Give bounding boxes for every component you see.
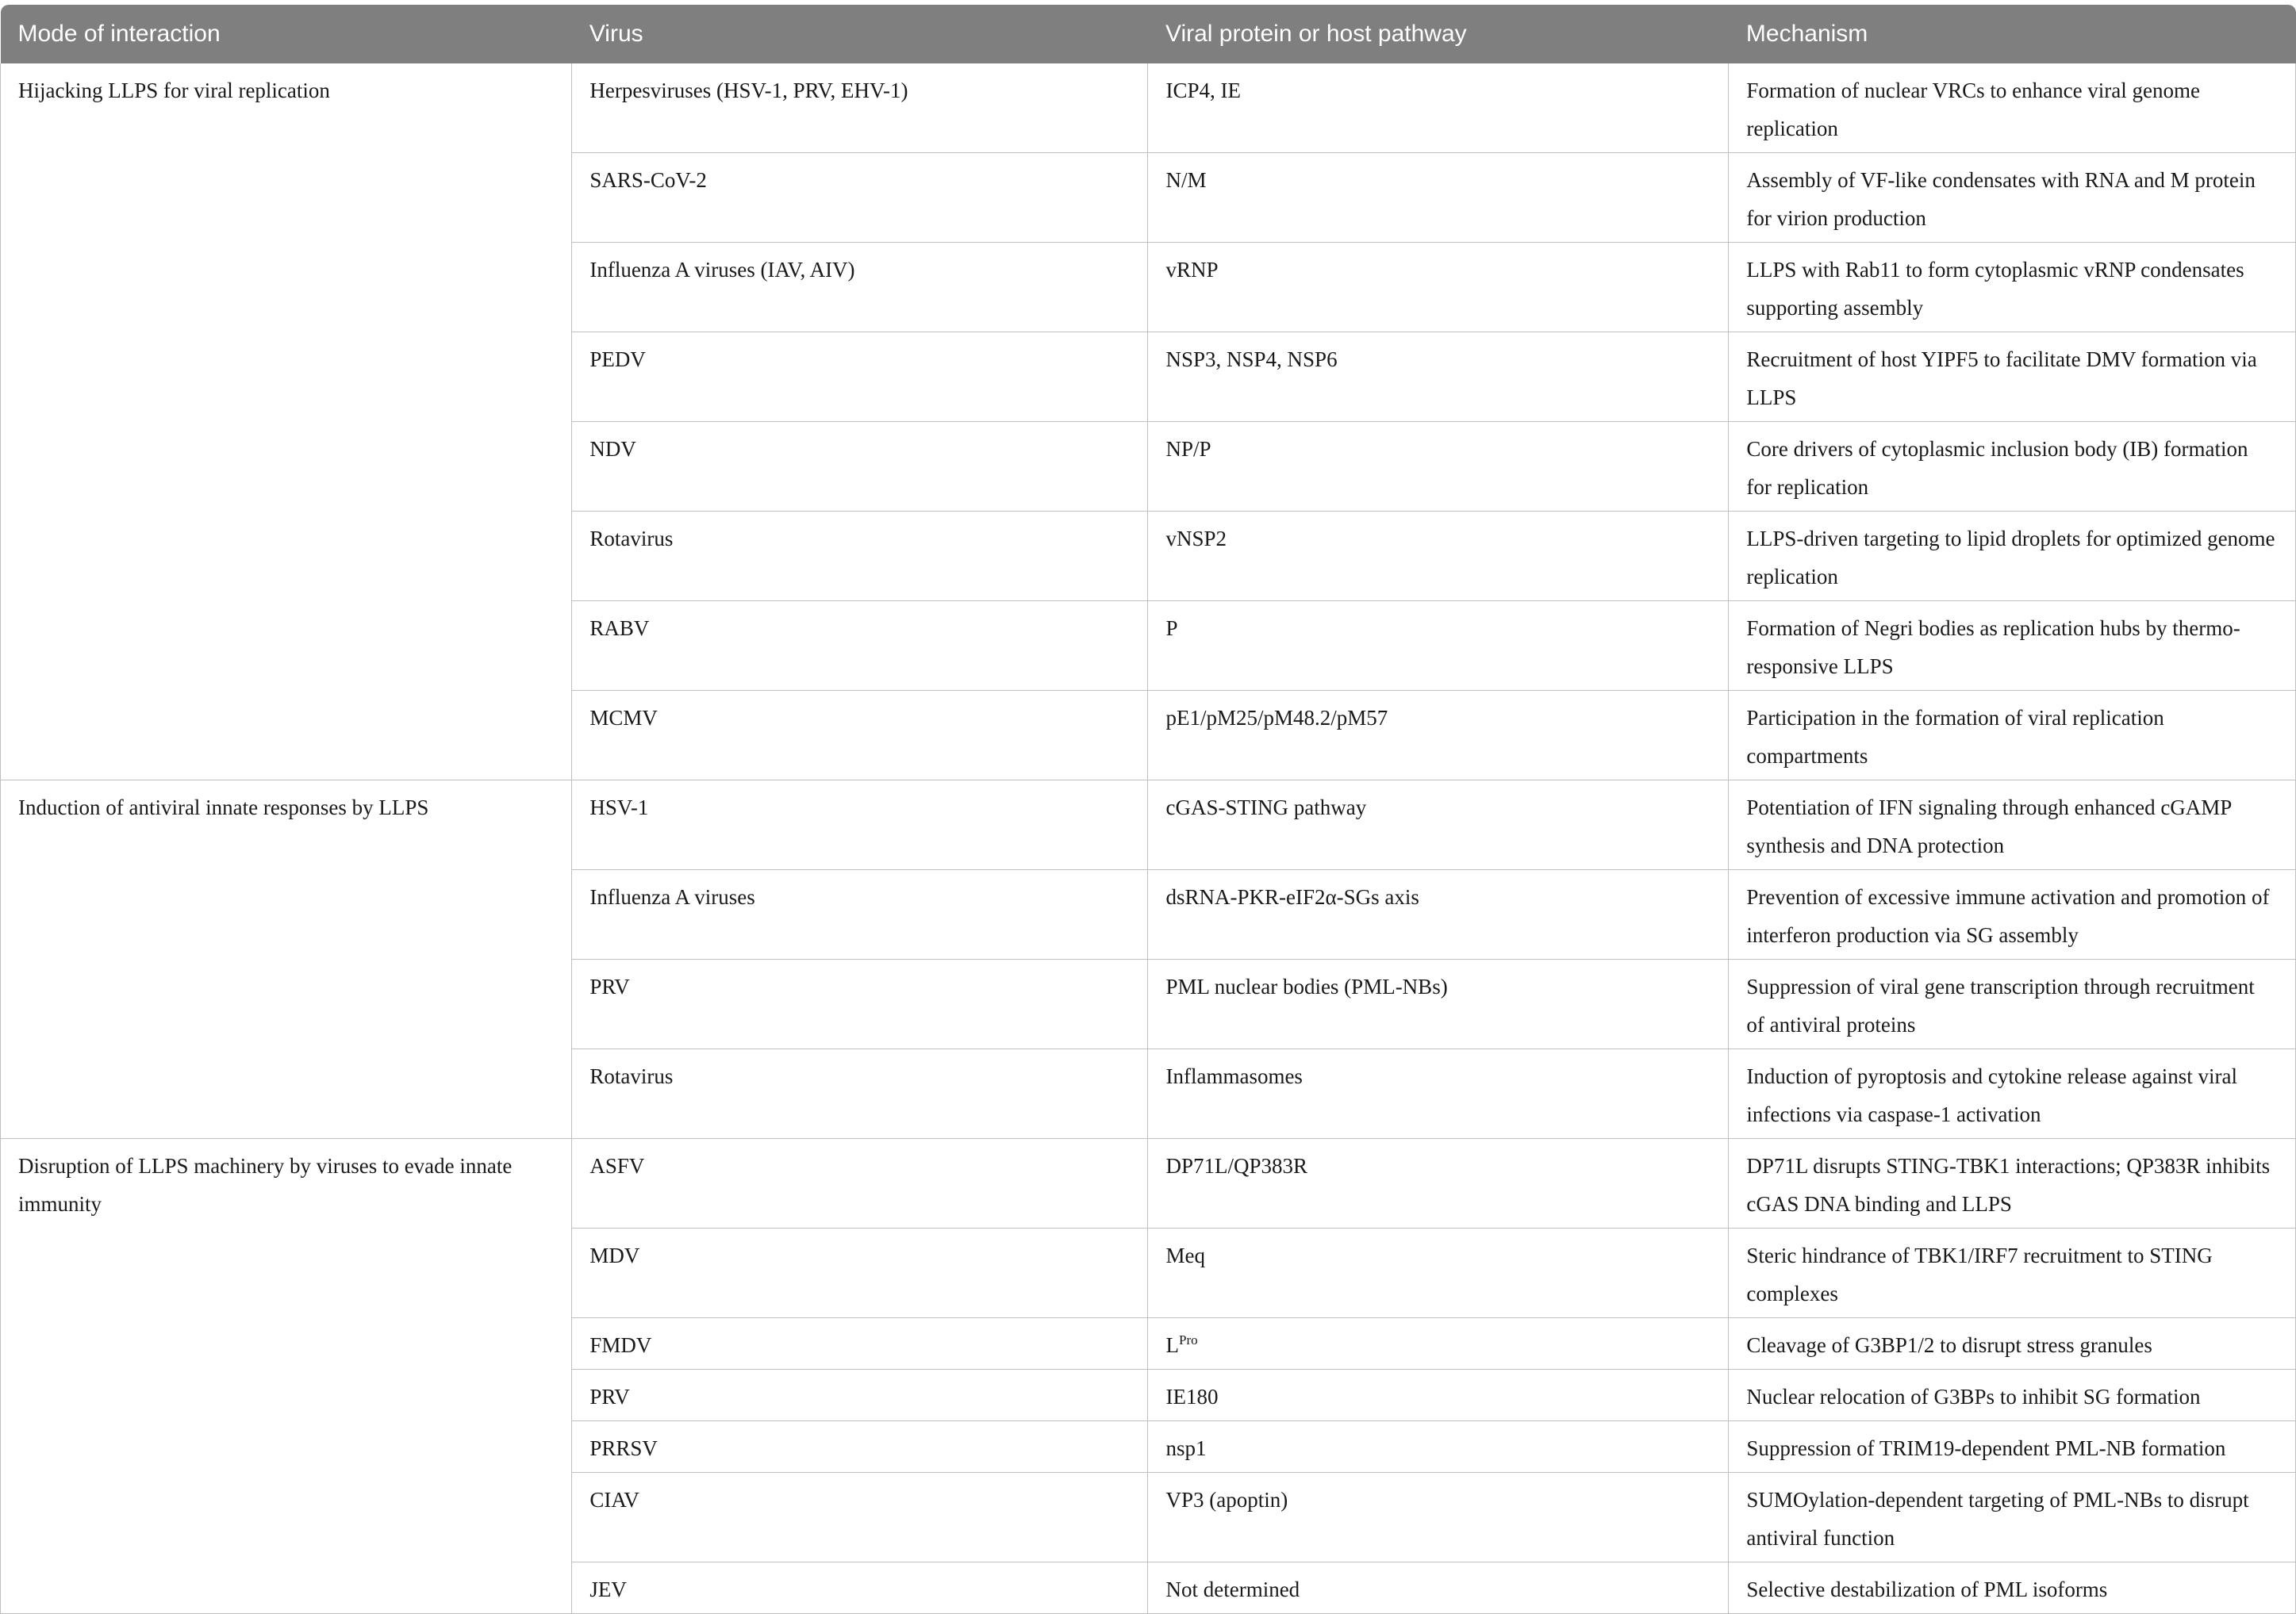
column-header-virus: Virus (572, 5, 1148, 63)
virus-cell: PRRSV (572, 1421, 1148, 1473)
protein-cell: NSP3, NSP4, NSP6 (1148, 332, 1729, 422)
protein-cell: N/M (1148, 153, 1729, 243)
mechanism-cell: Prevention of excessive immune activation and promotion of interferon production via SG assembly (1729, 870, 2296, 960)
virus-cell: MCMV (572, 691, 1148, 780)
virus-cell: PRV (572, 1370, 1148, 1421)
virus-cell: HSV-1 (572, 780, 1148, 870)
mechanism-cell: Induction of pyroptosis and cytokine release against viral infections via caspase-1 activation (1729, 1049, 2296, 1139)
virus-cell: Rotavirus (572, 512, 1148, 601)
protein-cell: vRNP (1148, 243, 1729, 332)
protein-cell: vNSP2 (1148, 512, 1729, 601)
mechanism-cell: DP71L disrupts STING-TBK1 interactions; QP383R inhibits cGAS DNA binding and LLPS (1729, 1139, 2296, 1229)
protein-cell: pE1/pM25/pM48.2/pM57 (1148, 691, 1729, 780)
virus-cell: PRV (572, 960, 1148, 1049)
virus-cell: FMDV (572, 1318, 1148, 1370)
mechanism-cell: SUMOylation-dependent targeting of PML-NBs to disrupt antiviral function (1729, 1473, 2296, 1562)
mode-cell: Disruption of LLPS machinery by viruses to evade innate immunity (1, 1139, 572, 1614)
mechanism-cell: Recruitment of host YIPF5 to facilitate DMV formation via LLPS (1729, 332, 2296, 422)
protein-cell: VP3 (apoptin) (1148, 1473, 1729, 1562)
mechanism-cell: Core drivers of cytoplasmic inclusion body (IB) formation for replication (1729, 422, 2296, 512)
mechanism-cell: Selective destabilization of PML isoforms (1729, 1562, 2296, 1614)
virus-cell: Influenza A viruses (572, 870, 1148, 960)
protein-cell: ICP4, IE (1148, 63, 1729, 153)
protein-cell: $L^{Pro}$ (1148, 1318, 1729, 1370)
virus-cell: SARS-CoV-2 (572, 153, 1148, 243)
mechanism-cell: Suppression of viral gene transcription through recruitment of antiviral proteins (1729, 960, 2296, 1049)
table-row (1, 1139, 2296, 1229)
mechanism-cell: LLPS with Rab11 to form cytoplasmic vRNP condensates supporting assembly (1729, 243, 2296, 332)
mechanism-cell: Formation of Negri bodies as replication hubs by thermo-responsive LLPS (1729, 601, 2296, 691)
table-row (1, 63, 2296, 153)
virus-cell: PEDV (572, 332, 1148, 422)
virus-cell: ASFV (572, 1139, 1148, 1229)
table-body (1, 63, 2296, 1614)
table-header (1, 5, 2296, 63)
mechanism-cell: Suppression of TRIM19-dependent PML-NB formation (1729, 1421, 2296, 1473)
mechanism-cell: Potentiation of IFN signaling through enhanced cGAMP synthesis and DNA protection (1729, 780, 2296, 870)
protein-cell: PML nuclear bodies (PML-NBs) (1148, 960, 1729, 1049)
virus-cell: JEV (572, 1562, 1148, 1614)
llps-virus-table (0, 5, 2296, 1614)
mode-cell: Hijacking LLPS for viral replication (1, 63, 572, 780)
mechanism-cell: Cleavage of G3BP1/2 to disrupt stress granules (1729, 1318, 2296, 1370)
mechanism-cell: Participation in the formation of viral replication compartments (1729, 691, 2296, 780)
virus-cell: RABV (572, 601, 1148, 691)
virus-cell: CIAV (572, 1473, 1148, 1562)
mechanism-cell: LLPS-driven targeting to lipid droplets for optimized genome replication (1729, 512, 2296, 601)
virus-cell: NDV (572, 422, 1148, 512)
protein-cell: NP/P (1148, 422, 1729, 512)
protein-cell: cGAS-STING pathway (1148, 780, 1729, 870)
protein-cell: P (1148, 601, 1729, 691)
mechanism-cell: Assembly of VF-like condensates with RNA and M protein for virion production (1729, 153, 2296, 243)
mode-cell: Induction of antiviral innate responses by LLPS (1, 780, 572, 1139)
protein-cell: nsp1 (1148, 1421, 1729, 1473)
protein-cell: IE180 (1148, 1370, 1729, 1421)
protein-cell: Not determined (1148, 1562, 1729, 1614)
header-row (1, 5, 2296, 63)
mechanism-cell: Nuclear relocation of G3BPs to inhibit SG formation (1729, 1370, 2296, 1421)
mechanism-cell: Formation of nuclear VRCs to enhance viral genome replication (1729, 63, 2296, 153)
column-header-protein: Viral protein or host pathway (1148, 5, 1729, 63)
virus-cell: MDV (572, 1229, 1148, 1318)
protein-cell: Meq (1148, 1229, 1729, 1318)
virus-cell: Influenza A viruses (IAV, AIV) (572, 243, 1148, 332)
mechanism-cell: Steric hindrance of TBK1/IRF7 recruitment to STING complexes (1729, 1229, 2296, 1318)
virus-cell: Rotavirus (572, 1049, 1148, 1139)
column-header-mode: Mode of interaction (1, 5, 572, 63)
protein-superscript: Pro (1178, 1332, 1198, 1348)
protein-cell: DP71L/QP383R (1148, 1139, 1729, 1229)
column-header-mechanism: Mechanism (1729, 5, 2296, 63)
virus-cell: Herpesviruses (HSV-1, PRV, EHV-1) (572, 63, 1148, 153)
table-row (1, 780, 2296, 870)
protein-cell: dsRNA-PKR-eIF2α-SGs axis (1148, 870, 1729, 960)
protein-cell: Inflammasomes (1148, 1049, 1729, 1139)
